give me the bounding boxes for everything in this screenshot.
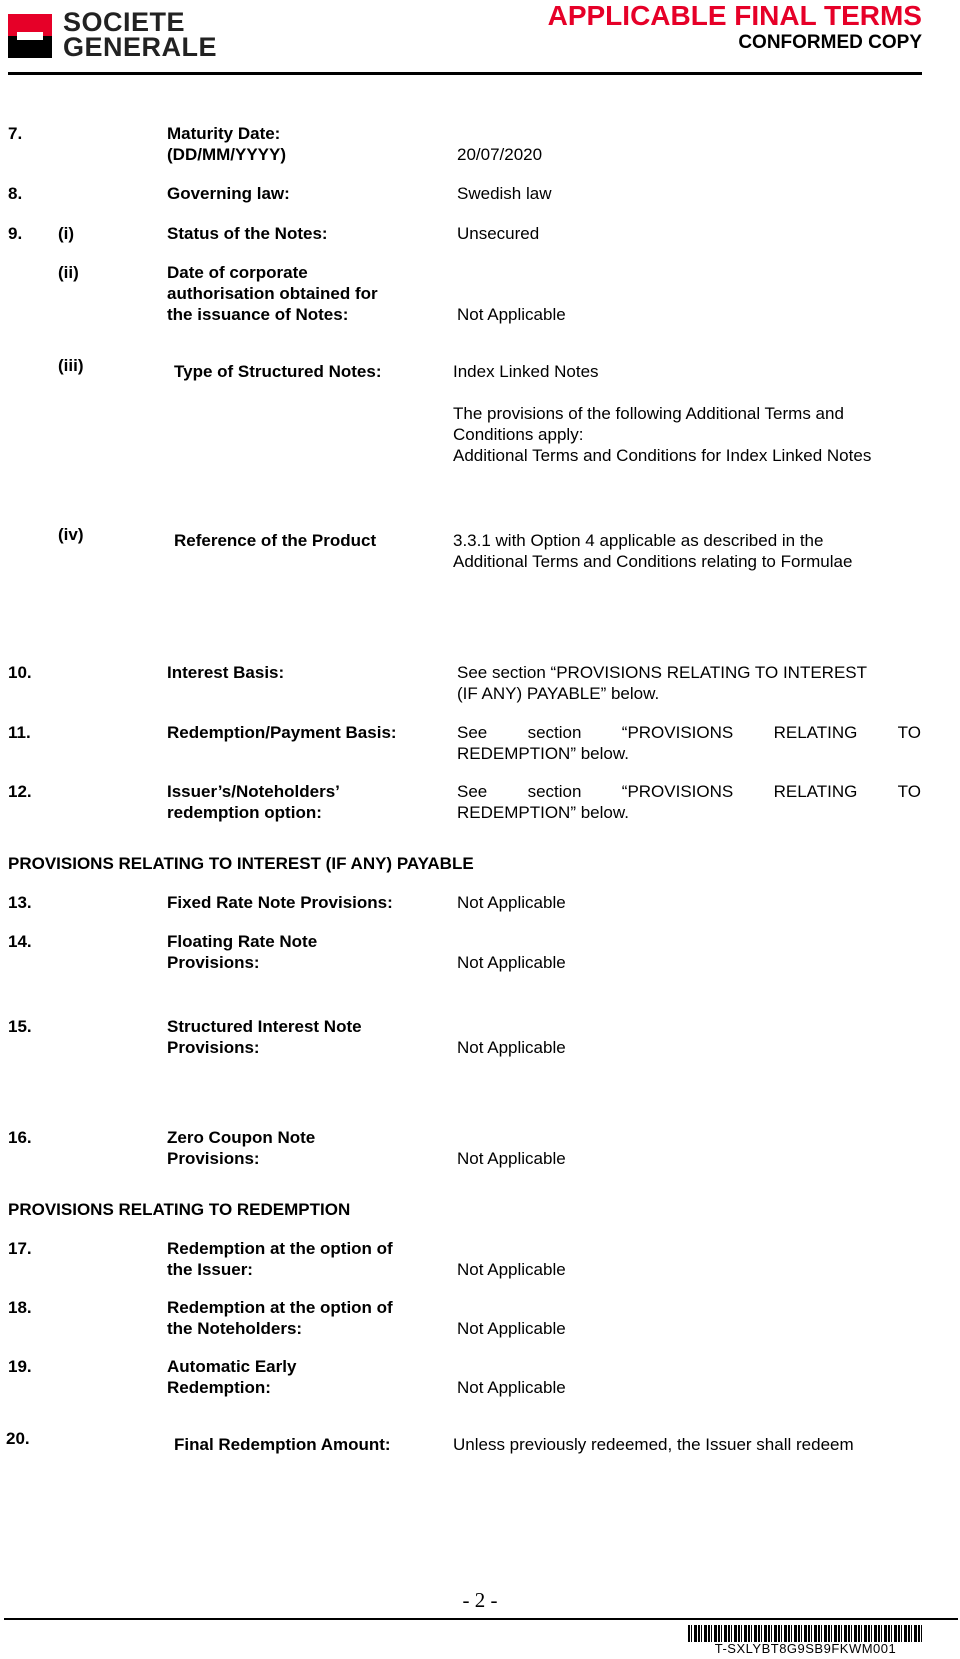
item-label: Zero Coupon Note Provisions:: [167, 1128, 316, 1168]
item-number: 8.: [8, 184, 23, 203]
item-label: Redemption/Payment Basis:: [167, 723, 397, 742]
item-number: 20.: [6, 1429, 30, 1448]
item-label: Governing law:: [167, 184, 290, 203]
societe-generale-logo-mark: [8, 14, 52, 58]
item-value: See section “PROVISIONS RELATING TO INTEREST (IF ANY) PAYABLE” below.: [457, 663, 868, 703]
item-value: Unsecured: [457, 224, 540, 243]
document-title: APPLICABLE FINAL TERMS: [547, 0, 922, 31]
logo-wordmark: SOCIETE GENERALE: [63, 7, 218, 62]
item-number: 18.: [8, 1298, 32, 1317]
item-value: Index Linked Notes: [453, 362, 599, 381]
item-note: The provisions of the following Additional Terms and Conditions apply: Additional Terms and Conditions for Index Linked Notes: [453, 404, 872, 465]
item-label: Automatic Early Redemption:: [167, 1357, 297, 1397]
item-label: Floating Rate Note Provisions:: [167, 932, 318, 972]
item-label: Interest Basis:: [167, 663, 285, 682]
page-number: - 2 -: [462, 1588, 498, 1612]
item-value: Not Applicable: [457, 1149, 566, 1168]
item-value: See section “PROVISIONS RELATING TO REDEMPTION” below.: [457, 723, 921, 763]
section-heading-interest: PROVISIONS RELATING TO INTEREST (IF ANY) PAYABLE: [8, 854, 474, 873]
item-number: 10.: [8, 663, 32, 682]
item-label: Issuer’s/Noteholders’ redemption option:: [167, 782, 340, 822]
item-number: 17.: [8, 1239, 32, 1258]
item-value: Unless previously redeemed, the Issuer shall redeem: [453, 1435, 854, 1454]
item-value: Not Applicable: [457, 1038, 566, 1057]
section-heading-redemption: PROVISIONS RELATING TO REDEMPTION: [8, 1200, 351, 1219]
barcode-image: [688, 1625, 923, 1642]
item-number: 13.: [8, 893, 32, 912]
item-value: See section “PROVISIONS RELATING TO REDEMPTION” below.: [457, 782, 921, 822]
sub-item-number: (ii): [58, 263, 79, 282]
item-label: Status of the Notes:: [167, 224, 328, 243]
item-number: 7.: [8, 124, 23, 143]
item-number: 9.: [8, 224, 23, 243]
header-divider: [8, 72, 922, 75]
item-label: Final Redemption Amount:: [174, 1435, 391, 1454]
item-number: 15.: [8, 1017, 32, 1036]
item-label: Date of corporate authorisation obtained for the issuance of Notes:: [167, 263, 378, 324]
item-label: Redemption at the option of the Noteholders:: [167, 1298, 393, 1338]
item-label: Structured Interest Note Provisions:: [167, 1017, 362, 1057]
item-label: Reference of the Product: [174, 531, 377, 550]
item-value: Not Applicable: [457, 893, 566, 912]
item-number: 12.: [8, 782, 32, 801]
item-label: Type of Structured Notes:: [174, 362, 382, 381]
footer-divider: [4, 1618, 958, 1620]
item-value: Not Applicable: [457, 1260, 566, 1279]
item-number: 16.: [8, 1128, 32, 1147]
sub-item-number: (i): [58, 224, 75, 243]
item-number: 11.: [8, 723, 31, 742]
barcode-text: T-SXLYBT8G9SB9FKWM001: [714, 1641, 897, 1656]
item-number: 14.: [8, 932, 32, 951]
item-value: 3.3.1 with Option 4 applicable as described in the Additional Terms and Conditions relating to Formulae: [453, 531, 853, 571]
document-subtitle: CONFORMED COPY: [738, 32, 922, 53]
item-number: 19.: [8, 1357, 32, 1376]
item-value: 20/07/2020: [457, 145, 543, 164]
item-label: Maturity Date: (DD/MM/YYYY): [167, 124, 286, 164]
sub-item-number: (iii): [58, 356, 84, 375]
item-value: Not Applicable: [457, 305, 566, 324]
sub-item-number: (iv): [58, 525, 84, 544]
item-label: Redemption at the option of the Issuer:: [167, 1239, 393, 1279]
item-value: Not Applicable: [457, 1319, 566, 1338]
item-value: Swedish law: [457, 184, 552, 203]
item-value: Not Applicable: [457, 1378, 566, 1397]
item-value: Not Applicable: [457, 953, 566, 972]
item-label: Fixed Rate Note Provisions:: [167, 893, 393, 912]
